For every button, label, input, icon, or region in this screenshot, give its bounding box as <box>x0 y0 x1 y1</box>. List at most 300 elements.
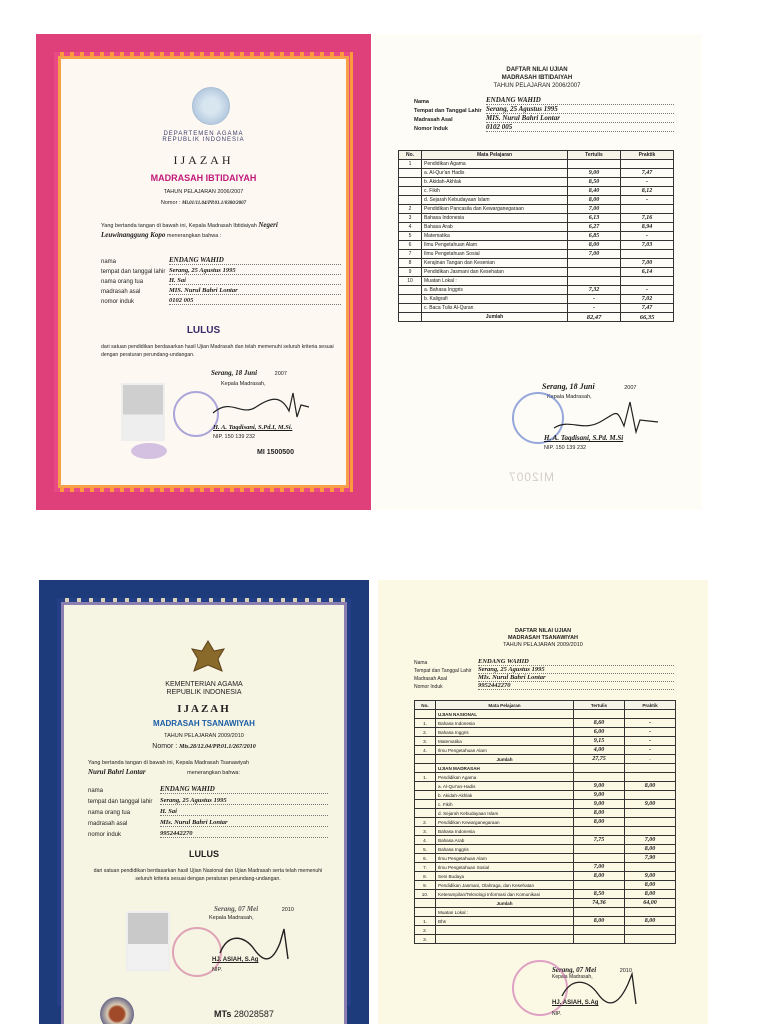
table-header <box>415 701 676 710</box>
certificate-title: IJAZAH <box>177 703 231 715</box>
statement-text: dari satuan pendidikan berdasarkan hasil Ujian Madrasah dan telah memenuhi seluruh kriteria sesuai dengan peraturan perundang-undangan. <box>101 344 334 358</box>
table-row <box>415 773 676 782</box>
field-label: Madrasah Asal <box>414 117 453 123</box>
subject-name: Pendidikan Agama <box>436 773 574 782</box>
table-row <box>415 737 676 746</box>
certificate-title: IJAZAH <box>173 153 234 167</box>
table-row <box>415 917 676 926</box>
grades-table <box>398 150 674 322</box>
total-praktik: 64,00 <box>625 899 676 908</box>
field-row <box>88 827 328 838</box>
score-praktik <box>625 926 676 935</box>
ministry-line-2: REPUBLIK INDONESIA <box>162 137 245 143</box>
signer-name: HJ. ASIAH, S.Ag <box>212 957 259 963</box>
field-value: 0102 005 <box>169 297 341 305</box>
academic-year: TAHUN PELAJARAN 2006/2007 <box>163 189 244 195</box>
subject-name: Bahasa Arab <box>422 223 568 232</box>
subject-name: c. Fikih <box>422 187 568 196</box>
field-value: Serang, 25 Agustus 1995 <box>169 267 341 275</box>
subject-name <box>436 935 574 944</box>
score-praktik: - <box>625 746 676 755</box>
grades-table <box>414 700 676 944</box>
subject-name: Bahasa Arab <box>436 836 574 845</box>
section-label: UJIAN MADRASAH <box>436 764 574 773</box>
section-row <box>415 908 676 917</box>
score-praktik: - <box>621 286 674 295</box>
field-value: Serang, 25 Agustus 1995 <box>486 105 674 114</box>
ministry-line-1: KEMENTERIAN AGAMA <box>165 681 243 688</box>
score-tertulis: 7,00 <box>568 205 621 214</box>
subject-name: c. Baca Tulis Al-Quran <box>422 304 568 313</box>
row-number: 7. <box>415 863 436 872</box>
table-row <box>415 791 676 800</box>
section-row <box>415 710 676 719</box>
table-row <box>415 809 676 818</box>
score-praktik: - <box>621 196 674 205</box>
column-header: Mata Pelajaran <box>436 701 574 710</box>
field-value: Serang, 25 Agustus 1995 <box>160 797 328 805</box>
field-row <box>414 105 674 114</box>
subject-name: a. Al-Qur'an-Hadis <box>436 782 574 791</box>
field-label: Nomor Induk <box>414 126 448 132</box>
certificate-body <box>61 602 347 1024</box>
total-praktik: 66,35 <box>621 313 674 322</box>
subject-name: Bahasa Indonesia <box>422 214 568 223</box>
score-praktik: - <box>625 737 676 746</box>
score-praktik <box>625 773 676 782</box>
score-tertulis <box>568 277 621 286</box>
table-row <box>399 196 674 205</box>
table-row <box>399 232 674 241</box>
transcript-year: TAHUN PELAJARAN 2006/2007 <box>493 83 581 89</box>
subject-name: Matematika <box>422 232 568 241</box>
field-row <box>414 674 674 682</box>
row-number: 3. <box>415 737 436 746</box>
intro-handwritten-1: Negeri <box>258 221 278 229</box>
row-number <box>399 304 422 313</box>
field-label: Tempat dan Tanggal Lahir <box>414 108 482 114</box>
subject-name: b. Kaligrafi <box>422 295 568 304</box>
score-tertulis: 7,32 <box>568 286 621 295</box>
subject-name: c. Fikih <box>436 800 574 809</box>
row-number: 5. <box>415 845 436 854</box>
row-number: 2. <box>415 926 436 935</box>
score-praktik <box>621 250 674 259</box>
score-praktik <box>625 818 676 827</box>
score-praktik <box>621 205 674 214</box>
score-praktik: 7,90 <box>625 854 676 863</box>
row-number: 3. <box>415 935 436 944</box>
table-row <box>415 926 676 935</box>
total-label: Jumlah <box>422 313 568 322</box>
result-text: LULUS <box>189 849 219 859</box>
school-type: MADRASAH IBTIDAIYAH <box>150 173 257 183</box>
nomor-label: Nomor : <box>152 743 178 750</box>
score-praktik: 7,16 <box>621 214 674 223</box>
head-label: Kepala Madrasah, <box>547 394 592 400</box>
score-praktik <box>625 827 676 836</box>
intro-handwritten-2: Leuwinanggung Kopo <box>101 231 166 239</box>
field-label: nama <box>88 788 104 794</box>
nip-value: NIP. <box>212 967 222 973</box>
score-praktik: 7,00 <box>621 259 674 268</box>
subject-name: Bahasa Inggris <box>436 845 574 854</box>
head-label: Kepala Madrasah, <box>221 381 266 387</box>
subject-name: Bhs <box>436 917 574 926</box>
score-tertulis: 7,75 <box>574 836 625 845</box>
subject-name: Pendidikan Jasmani, Olahraga, dan Kesehatan <box>436 881 574 890</box>
score-praktik: 6,14 <box>621 268 674 277</box>
place-date: Serang, 18 Juni <box>211 369 258 377</box>
score-praktik: 8,00 <box>625 845 676 854</box>
transcript-title: DAFTAR NILAI UJIAN <box>506 67 568 73</box>
statement-text: dari satuan pendidikan berdasarkan hasil Ujian Nasional dan Ujian Madrasah serta telah memenuhi seluruh kriteria sesuai dengan peraturan perundang-undangan. <box>93 868 323 882</box>
score-tertulis: 7,00 <box>568 250 621 259</box>
row-number: 4. <box>415 746 436 755</box>
score-tertulis: 9,00 <box>574 782 625 791</box>
field-label: nama orang tua <box>101 279 144 285</box>
score-praktik: 8,12 <box>621 187 674 196</box>
intro-text: Yang bertanda tangan di bawah ini, Kepala Madrasah Ibtidaiyah <box>101 223 257 229</box>
subject-name: Keterampilan/Teknologi Informasi dan Komunikasi <box>436 890 574 899</box>
table-row <box>415 746 676 755</box>
subject-name: a. Bahasa Inggris <box>422 286 568 295</box>
row-number: 10 <box>399 277 422 286</box>
subject-name: Pendidikan Agama <box>422 160 568 169</box>
score-tertulis: 9,00 <box>574 800 625 809</box>
field-row <box>88 794 328 805</box>
head-label: Kepala Madrasah, <box>552 974 593 980</box>
score-tertulis <box>574 926 625 935</box>
score-tertulis: 8,00 <box>574 818 625 827</box>
score-praktik <box>625 809 676 818</box>
field-label: Madrasah Asal <box>414 676 448 682</box>
score-praktik: 8,00 <box>625 881 676 890</box>
signer-name: HJ. ASIAH, S.Ag <box>552 1000 599 1006</box>
score-praktik <box>625 935 676 944</box>
total-tertulis: 74,36 <box>574 899 625 908</box>
place-year: 2010 <box>619 968 632 974</box>
table-row <box>399 295 674 304</box>
score-tertulis: 8,40 <box>568 187 621 196</box>
column-header: Tertulis <box>574 701 625 710</box>
field-row <box>414 114 674 123</box>
row-number <box>415 809 436 818</box>
field-label: Nama <box>414 99 429 105</box>
table-row <box>415 863 676 872</box>
row-number <box>399 178 422 187</box>
hologram-seal-icon <box>100 997 134 1024</box>
score-praktik: - <box>621 232 674 241</box>
score-praktik: - <box>625 728 676 737</box>
score-praktik <box>625 863 676 872</box>
row-number: 1. <box>415 917 436 926</box>
field-value: Serang, 25 Agustus 1995 <box>478 666 674 674</box>
row-number <box>415 782 436 791</box>
ministry-line-2: REPUBLIK INDONESIA <box>166 689 242 696</box>
score-praktik: 7,02 <box>621 295 674 304</box>
score-tertulis <box>568 160 621 169</box>
transcript-school: MADRASAH IBTIDAIYAH <box>501 75 573 81</box>
back-mark: MI2007 <box>508 470 555 484</box>
subject-name: Kerajinan Tangan dan Kesenian <box>422 259 568 268</box>
score-tertulis: 6,27 <box>568 223 621 232</box>
head-label: Kepala Madrasah, <box>209 915 254 921</box>
place-year: 2007 <box>274 371 287 377</box>
field-label: Nomor Induk <box>414 684 443 690</box>
place-year: 2007 <box>624 385 637 391</box>
table-row <box>399 268 674 277</box>
student-photo <box>121 383 165 441</box>
section-label: UJIAN NASIONAL <box>436 710 574 719</box>
score-tertulis <box>574 845 625 854</box>
field-label: Nama <box>414 660 428 666</box>
table-row <box>415 890 676 899</box>
table-row <box>399 250 674 259</box>
column-header: Tertulis <box>568 151 621 160</box>
column-header: Praktik <box>625 701 676 710</box>
signer-name: H. A. Taqdisani, S.Pd. M.Si <box>544 434 624 442</box>
row-number: 4 <box>399 223 422 232</box>
row-number <box>399 286 422 295</box>
table-row <box>415 827 676 836</box>
field-value: ENDANG WAHID <box>169 256 341 265</box>
row-number: 1 <box>399 160 422 169</box>
total-tertulis: 82,47 <box>568 313 621 322</box>
table-row <box>399 205 674 214</box>
field-row <box>414 123 674 132</box>
subject-name: Bahasa Indonesia <box>436 719 574 728</box>
fingerprint-icon <box>131 443 167 459</box>
field-row <box>88 816 328 827</box>
table-row <box>399 304 674 313</box>
table-row <box>399 286 674 295</box>
score-tertulis <box>574 773 625 782</box>
table-row <box>399 259 674 268</box>
score-tertulis: 8,50 <box>574 890 625 899</box>
row-number: 6 <box>399 241 422 250</box>
total-label: Jumlah <box>436 755 574 764</box>
score-tertulis: 4,00 <box>574 746 625 755</box>
field-row <box>414 658 674 666</box>
score-praktik: 9,00 <box>625 872 676 881</box>
total-tertulis: 27,75 <box>574 755 625 764</box>
subject-name: Matematika <box>436 737 574 746</box>
table-row <box>415 935 676 944</box>
field-value: ENDANG WAHID <box>486 96 674 105</box>
place-year: 2010 <box>281 907 294 913</box>
score-praktik: - <box>621 178 674 187</box>
field-value: H. Sai <box>160 808 328 816</box>
field-value: 9952442270 <box>160 830 328 838</box>
nip-value: NIP. <box>552 1011 562 1017</box>
total-row <box>399 313 674 322</box>
ministry-line-1: DEPARTEMEN AGAMA <box>163 131 244 137</box>
table-row <box>415 782 676 791</box>
nomor-value: Mi.01/11.04/PP.01.1/0300/2007 <box>182 201 247 206</box>
total-label: Jumlah <box>436 899 574 908</box>
subject-name: Pendidikan Jasmani dan Kesehatan <box>422 268 568 277</box>
intro-handwritten-1: Nurul Bahri Lontar <box>88 768 146 776</box>
certificate-tsanawiyah <box>39 580 369 1024</box>
field-label: nomor induk <box>101 299 135 305</box>
serial-number: MI 1500500 <box>257 449 294 456</box>
ministry-emblem-icon <box>192 87 230 125</box>
serial-number: 28028587 <box>233 1009 274 1019</box>
table-row <box>399 214 674 223</box>
row-number: 2. <box>415 818 436 827</box>
table-header <box>399 151 674 160</box>
score-tertulis: 9,00 <box>574 791 625 800</box>
table-row <box>399 223 674 232</box>
section-label: Muatan Lokal : <box>436 908 574 917</box>
garuda-emblem-icon <box>188 637 228 677</box>
subject-name: Seni Budaya <box>436 872 574 881</box>
table-row <box>415 836 676 845</box>
score-praktik <box>621 160 674 169</box>
subject-name: Muatan Lokal : <box>422 277 568 286</box>
score-tertulis: 8,50 <box>568 178 621 187</box>
row-number <box>399 295 422 304</box>
field-value: MIs. Nurul Bahri Lontar <box>478 674 674 682</box>
row-number: 8 <box>399 259 422 268</box>
score-tertulis: 9,15 <box>574 737 625 746</box>
score-praktik: 8,94 <box>621 223 674 232</box>
score-praktik: 7,00 <box>625 836 676 845</box>
score-praktik: 9,00 <box>625 800 676 809</box>
score-praktik: 7,03 <box>621 241 674 250</box>
nip-value: NIP. 150 139 232 <box>213 434 256 440</box>
field-value: MIS. Nurul Bahri Lontar <box>486 114 674 123</box>
field-row <box>88 805 328 816</box>
field-value: H. Sai <box>169 277 341 285</box>
field-value: 9952442270 <box>478 682 674 690</box>
score-tertulis <box>574 827 625 836</box>
total-row <box>415 755 676 764</box>
row-number <box>415 800 436 809</box>
row-number: 1. <box>415 719 436 728</box>
score-tertulis: 7,00 <box>574 863 625 872</box>
total-row <box>415 899 676 908</box>
field-row <box>101 295 341 305</box>
place-date: Serang, 18 Juni <box>542 382 595 391</box>
field-row <box>101 255 341 265</box>
transcript-year: TAHUN PELAJARAN 2009/2010 <box>503 642 583 648</box>
score-tertulis: 8,00 <box>574 809 625 818</box>
score-praktik: 8,00 <box>625 890 676 899</box>
column-header: No. <box>399 151 422 160</box>
table-row <box>399 277 674 286</box>
row-number: 8. <box>415 872 436 881</box>
certificate-ibtidaiyah <box>36 34 371 510</box>
subject-name: d. Sejarah Kebudayaan Islam <box>422 196 568 205</box>
score-praktik: - <box>625 719 676 728</box>
score-praktik <box>621 277 674 286</box>
field-value: MIS. Nurul Bahri Lontar <box>169 287 341 295</box>
subject-name: b. Akidah-Akhlak <box>422 178 568 187</box>
row-number <box>415 791 436 800</box>
field-label: Tempat dan Tanggal Lahir <box>414 668 472 674</box>
score-praktik: 8,00 <box>625 917 676 926</box>
table-row <box>415 872 676 881</box>
result-text: LULUS <box>186 325 221 336</box>
score-tertulis <box>568 259 621 268</box>
signer-name: H. A. Taqdisani, S.Pd.I, M.Si. <box>213 424 293 431</box>
score-tertulis: 8,00 <box>568 241 621 250</box>
score-tertulis: 8,00 <box>568 196 621 205</box>
row-number: 4. <box>415 836 436 845</box>
field-row <box>101 285 341 295</box>
score-tertulis: 6,00 <box>574 728 625 737</box>
row-number: 7 <box>399 250 422 259</box>
table-row <box>399 178 674 187</box>
field-label: nomor induk <box>88 832 122 838</box>
table-row <box>415 719 676 728</box>
place-date: Serang, 07 Mei <box>552 966 597 974</box>
table-row <box>399 187 674 196</box>
score-tertulis: 8,00 <box>574 917 625 926</box>
field-row <box>414 682 674 690</box>
field-label: nama <box>101 259 117 265</box>
score-praktik: 8,00 <box>625 782 676 791</box>
intro-end: menerangkan bahwa: <box>187 770 241 776</box>
row-number: 3 <box>399 214 422 223</box>
score-praktik: 7,47 <box>621 169 674 178</box>
field-label: madrasah asal <box>101 289 141 295</box>
academic-year: TAHUN PELAJARAN 2009/2010 <box>164 733 244 739</box>
nomor-label: Nomor : <box>160 200 181 206</box>
subject-name: Bahasa Indonesia <box>436 827 574 836</box>
field-label: nama orang tua <box>88 810 131 816</box>
column-header: Mata Pelajaran <box>422 151 568 160</box>
subject-name: Pendidikan Pancasila dan Kewarganegaraan <box>422 205 568 214</box>
score-tertulis <box>574 854 625 863</box>
column-header: No. <box>415 701 436 710</box>
subject-name: Ilmu Pengetahuan Alam <box>422 241 568 250</box>
transcript-ibtidaiyah <box>372 34 702 510</box>
row-number: 5 <box>399 232 422 241</box>
serial-prefix: MTs <box>214 1009 232 1019</box>
transcript-title: DAFTAR NILAI UJIAN <box>514 628 572 634</box>
row-number <box>399 169 422 178</box>
field-value: ENDANG WAHID <box>478 658 674 666</box>
field-label: madrasah asal <box>88 821 128 827</box>
score-tertulis: 6,13 <box>568 214 621 223</box>
subject-name: Ilmu Pengetahuan Sosial <box>422 250 568 259</box>
total-praktik: - <box>625 755 676 764</box>
score-tertulis: - <box>568 304 621 313</box>
intro-end: menerangkan bahwa : <box>166 233 222 239</box>
student-photo <box>126 911 170 971</box>
score-tertulis: 6,85 <box>568 232 621 241</box>
table-row <box>415 845 676 854</box>
table-row <box>415 881 676 890</box>
score-tertulis <box>568 268 621 277</box>
table-row <box>415 728 676 737</box>
field-row <box>88 783 328 794</box>
row-number <box>399 196 422 205</box>
transcript-school: MADRASAH TSANAWIYAH <box>507 635 579 641</box>
table-row <box>399 160 674 169</box>
field-label: tempat dan tanggal lahir <box>101 269 166 275</box>
row-number: 2 <box>399 205 422 214</box>
subject-name: Pendidikan Kewarganegaraan <box>436 818 574 827</box>
field-row <box>101 265 341 275</box>
row-number: 9. <box>415 881 436 890</box>
intro-text: Yang bertanda tangan di bawah ini, Kepala Madrasah Tsanawiyah <box>88 760 249 766</box>
row-number: 3. <box>415 827 436 836</box>
score-tertulis: 9,00 <box>568 169 621 178</box>
